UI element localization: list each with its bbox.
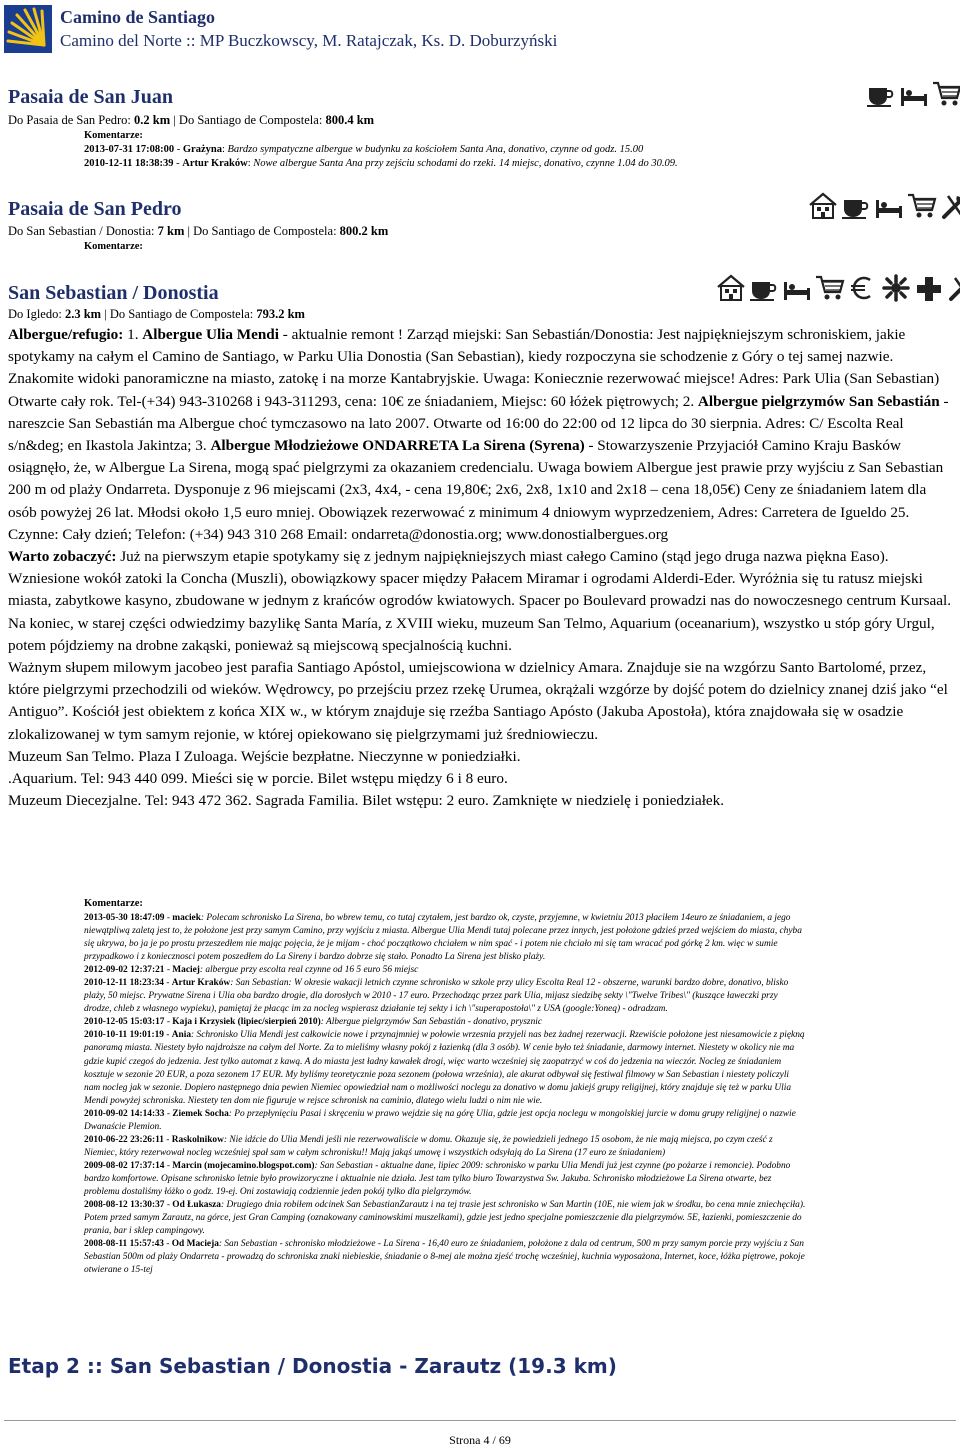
stop-description bbox=[8, 324, 952, 812]
bed-icon bbox=[899, 80, 929, 108]
comments-label: Komentarze: bbox=[84, 130, 143, 141]
comment-entry: 2010-12-11 18:38:39 - Artur Kraków: Nowe albergue Santa Ana przy zejściu schodami do rzeki. 14 miejsc, donativo, czynne 1.04 do 30.09. bbox=[84, 158, 678, 169]
stop-title-pasaia-de-san-pedro: Pasaia de San Pedro bbox=[8, 198, 182, 220]
dist-from-label: Do Igledo: bbox=[8, 307, 65, 321]
site-title[interactable]: Camino de Santiago bbox=[60, 7, 216, 27]
comment-author: Grażyna bbox=[182, 144, 222, 155]
comment-text: San Sebastian - schronisko młodzieżowe - La Sirena - 16,40 euro ze śniadaniem, położone z dala od centrum, 500 m przy samym porcie przy wyjściu z San Sebastian 500m od plaży Ondarreta - prowadzą do schroniska znaki niebieskie, śniadanie o 8-mej ale można zjeść trochę wcześniej, kuchnia wyposażona, Internet, koce, łóżka piętrowe, pokoje otwierane o 15-tej bbox=[84, 1239, 805, 1276]
shop-icon bbox=[907, 192, 937, 220]
comment-timestamp: 2010-12-05 15:03:17 bbox=[84, 1017, 165, 1028]
bed-icon bbox=[874, 192, 904, 220]
comment-author: maciek bbox=[172, 913, 201, 923]
comment-author: Maciej bbox=[172, 965, 200, 976]
albergue-name: Albergue pielgrzymów San Sebastián bbox=[697, 392, 940, 410]
text-paragraph: Ważnym słupem milowym jacobeo jest parafia Santiago Apóstol, umiejscowiona w dzielnicy Amara. Znajduje sie na wzgórzu Santo Bartolomé, przez, które pielgrzymi przechodzili od wieków. Wędrowcy, po przejściu przez rzekę Urumea, okrążali wzgórze by dojść potem do dzielnicy znanej dziś jako “el Antiguo”. Kościół jest obiektem z końca XIX w., w którym znajduje się rzeźba Santiago Apósto (Jakuba Apostoła), która znajdowała się w osadzie zlokalizowanej w tym samym rejonie, w której opiekowano się pielgrzymami już średniowieczu. bbox=[8, 659, 948, 743]
dist-to-label: Do Santiago de Compostela: bbox=[193, 224, 340, 238]
comment-entry: 2010-12-05 15:03:17 - Kaja i Krzysiek (lipiec/sierpień 2010): Albergue pielgrzymów San Sebastián - donativo, prysznic bbox=[84, 1017, 543, 1028]
comment-author: Kaja i Krzysiek (lipiec/sierpień 2010) bbox=[172, 1017, 321, 1028]
comment-timestamp: 2008-08-12 13:30:37 bbox=[84, 1200, 165, 1211]
comments-list bbox=[84, 912, 806, 1277]
comment-author: Od Łukasza bbox=[172, 1200, 221, 1211]
stop-distances: Do San Sebastian / Donostia: 7 km | Do Santiago de Compostela: 800.2 km bbox=[8, 224, 389, 238]
comment-author: Ziemek Socha bbox=[172, 1108, 229, 1119]
pharmacy-icon bbox=[914, 274, 944, 302]
page-number: Strona 4 / 69 bbox=[449, 1433, 511, 1447]
comment-author: Raskolnikow bbox=[171, 1134, 224, 1145]
comment-text: Schronisko Ulia Mendi jest całkowicie nowe i przynajmniej w połowie wrzesnia przyjeli nas bez żadnej rezerwacji. Rzewiście położone jest niesamowicie z piękną panoramą miasta. Niestety było najdroższe na całym del Norte. Za to mieliśmy własny pokój z łazienką (dla 3 osób). W cenie było też śniadanie, darmowy internet. Niestety w okolicy nie ma gdzie kupić czegoś do jedzenia. Jest tylko automat z kawą. A do miasta jest ładny kawałek drogi, więc warto wcześniej się zaopatrzyć w coś do jedzenia na wieczór. Nocleg ze śniadaniem kosztuje w sezonie 20 EUR, a poza sezonem 17 EUR. My byliśmy teoretycznie poza sezonem (połowa września), ale akurat odbywał się festiwal filmowy w San Sebastian i niestety policzyli nam nocleg jak w sezonie. Dopiero następnego dnia pewien Niemiec opowiedział nam o możliwości noclegu za donativo w domu jakiejś grupy religijnej, który znajduje się też w parku Ulia Mendi powyżej schroniska. Niestety ten dom nie figuruje w rejsce schronisk na caminio, dlatego wielu ludzi o nim nie wie. bbox=[84, 1030, 805, 1106]
comment-entry: 2008-08-11 15:57:43 - Od Macieja: San Sebastian - schronisko młodzieżowe - La Sirena - 16,40 euro ze śniadaniem, położone z dala od centrum, 500 m przy samym porcie przy wyjściu z San Sebastian 500m od plaży Ondarreta - prowadzą do schroniska znaki niebieskie, śniadanie o 8-mej ale można zjeść trochę wcześniej, kuchnia wyposażona, Internet, koce, łóżka piętrowe, pokoje otwierane o 15-tej bbox=[84, 1239, 805, 1276]
comment-timestamp: 2010-12-11 18:38:39 bbox=[84, 158, 174, 169]
sights-label: Warto zobaczyć: bbox=[8, 548, 117, 566]
comment-author: Ania bbox=[171, 1030, 192, 1041]
comment-entry: 2010-06-22 23:26:11 - Raskolnikow: Nie idźcie do Ulia Mendi jeśli nie rezerwowaliście w domu. Okazuje się, że powiedzieli jednego 15 osobom, że nie mają miejsca, po czym cześć z Niemiec, który rezerwował nocleg wcześniej spał sam w całym schronisku!! Mają jakąś umowę i wszystkich odsyłają do La Sirena (17 euro ze śniadaniem) bbox=[84, 1134, 773, 1158]
comments-label: Komentarze: bbox=[84, 241, 143, 252]
text-paragraph: .Aquarium. Tel: 943 440 099. Mieści się w porcie. Bilet wstępu między 6 i 8 euro. bbox=[8, 770, 508, 788]
albergue-name: Albergue Młodzieżowe ONDARRETA La Sirena (Syrena) bbox=[210, 437, 585, 455]
cafe-icon bbox=[841, 192, 871, 220]
comment-entry: 2010-12-11 18:23:34 - Artur Kraków: San Sebastian: W okresie wakacji letnich czynne schronisko w szkole przy ulicy Escolta Real 12 - obszerne, warunki bardzo dobre, donativo, blisko plaży, 50 miejsc. Prywatne Sirena i Ulia oba bardzo drogie, dla dorosłych w 2010 - 17 euro. Przechodząc przez park Ulia, mijasz siedzibę sekty \"Twelve Tribes\" (kuszące ławeczki przy drodze, chleb z własnego wypieku), pamiętaj że płacąc im za nocleg wspierasz działanie tej sekty i ich \"superapostoła\" z USA (google:Yoneq) - odradzam. bbox=[84, 978, 789, 1015]
dist-to-value: 800.4 km bbox=[325, 113, 375, 127]
comment-text: Albergue pielgrzymów San Sebastián - donativo, prysznic bbox=[326, 1017, 543, 1028]
comment-author[interactable]: Marcin (mojecamino.blogspot.com) bbox=[172, 1160, 315, 1171]
dist-to-label: Do Santiago de Compostela: bbox=[178, 113, 326, 127]
text-span: - Stowarzyszenie Przyjaciół Camino Kraju Basków osiągnęło, że, w Albergue La Sirena, mogą spać pielgrzymi za okazaniem credencialu. Uwaga bowiem Albergue jest prawie przy wyjściu z San Sebastian 200 m od plaży Ondarreta. Dysponuje z 96 miejscami (2x3, 4x4, - cena 19,80€; 2x6, 2x8, 1x10 and 2x18 – cena 18,05€) Ceny ze śniadaniem latem dla osób powyżej 26 lat. Młodsi około 1,5 euro mniej. Obowiązek rezerwować z minimum 4 dniowym wyprzedzeniem, Adres: Carretera de Igueldo 25. Czynne: Cały dzień; Telefon: (+34) 943 310 268 Email: ondarreta@donostia.org; www.donostialbergues.org bbox=[8, 437, 944, 543]
etap-title[interactable]: Etap 2 :: San Sebastian / Donostia - Zarautz (19.3 km) bbox=[8, 1354, 617, 1378]
euro-icon bbox=[848, 274, 878, 302]
bed-icon bbox=[782, 274, 812, 302]
comment-entry: 2013-07-31 17:08:00 - Grażyna: Bardzo sympatyczne albergue w budynku za kościołem Santa Ana, donativo, czynne od godz. 15.00 bbox=[84, 144, 644, 155]
dist-to-value: 793.2 km bbox=[256, 307, 305, 321]
comment-timestamp: 2008-08-11 15:57:43 bbox=[84, 1239, 164, 1250]
dist-to-label: Do Santiago de Compostela: bbox=[109, 307, 257, 321]
comment-entry: 2010-09-02 14:14:33 - Ziemek Socha: Po przepłynięciu Pasai i skręceniu w prawo wejdzie się na górę Ulia, gdzie jest opcja noclegu w mongolskiej jurcie w domu grupy religijnej o nazwie Dwanaście Plemion. bbox=[84, 1108, 796, 1132]
comment-timestamp: 2010-09-02 14:14:33 bbox=[84, 1108, 165, 1119]
dist-from-value: 7 km bbox=[157, 224, 185, 238]
stop-title-san-sebastian: San Sebastian / Donostia bbox=[8, 282, 219, 304]
text-paragraph: Muzeum San Telmo. Plaza I Zuloaga. Wejście bezpłatne. Nieczynne w poniedziałki. bbox=[8, 747, 521, 765]
comment-entry: 2013-05-30 18:47:09 - maciek: Polecam schronisko La Sirena, bo wbrew temu, co tutaj czytałem, jest bardzo ok, czyste, przyjemne, w kwietniu 2013 płaciłem 14euro ze śniadaniem, a jego niewątpliwą zaletą jest to, że położone jest przy samym Camino, przy wyjściu z miasta. Albergue Ulia Mendi tutaj polecane przez innych, jest położone gdzieś przed wejściem do miasta, chyba się ukrywa, bo ja je po prostu przeszedłem nie mając pojęcia, że je mijam - choć początkowo chciałem w nim spać - i potem nie chciało mi się tam wracać pod górkę 2 km. więc w sumie przypadkowo i z koniecznosci potem poszedłem do La Sireny i bardzo dobrze się stało. Ponadto La Sirena jest blisko plaży. bbox=[84, 913, 802, 963]
comment-timestamp: 2013-07-31 17:08:00 bbox=[84, 144, 175, 155]
shop-icon bbox=[815, 274, 845, 302]
comment-text: Drugiego dnia robiłem odcinek San SebastianZarautz i na tej trasie jest schronisko w San Martin (10E, nie wiem jak w środku, bo cena mnie zniechęciła). Potem przed samym Zarautz, na górce, jest Gran Camping (oznakowany caminowskimi muszelkami), gdzie jest jedno specjalne pomieszczenie dla pielgrzymów. 5E, łazienki, pomieszczenie do prania, bar i sklep campingowy. bbox=[84, 1200, 806, 1237]
stop-distances: Do Igledo: 2.3 km | Do Santiago de Compostela: 793.2 km bbox=[8, 307, 305, 321]
comment-text: Polecam schronisko La Sirena, bo wbrew temu, co tutaj czytałem, jest bardzo ok, czyste, przyjemne, w kwietniu 2013 płaciłem 14euro ze śniadaniem, a jego niewątpliwą zaletą jest to, że położone jest przy samym Camino, przy wyjściu z miasta. Albergue Ulia Mendi tutaj polecane przez innych, jest położone gdzieś przed wejściem do miasta, chyba się ukrywa, bo ja je po prostu przeszedłem nie mając pojęcia, że je mijam - choć początkowo chciałem w nim spać - i potem nie chciało mi się tam wracać pod górkę 2 km. więc w sumie przypadkowo i z koniecznosci potem poszedłem do La Sireny i bardzo dobrze się stało. Ponadto La Sirena jest blisko plaży. bbox=[84, 913, 802, 963]
comment-author: Artur Kraków bbox=[182, 158, 248, 169]
text-span: - nareszcie San Sebastián ma Albergue choć tymczasowo na lato 2007. Otwarte od 16:00 do 22:00 od 12 lipca do 30 sierpnia. Adres: C/ Escolta Real s/n&deg; en Ikastola Jakintza; 3. bbox=[8, 392, 949, 455]
comment-timestamp: 2009-08-02 17:37:14 bbox=[84, 1160, 165, 1171]
comment-text: Bardzo sympatyczne albergue w budynku za kościołem Santa Ana, donativo, czynne od godz. 15.00 bbox=[227, 144, 644, 155]
page-header bbox=[0, 0, 960, 60]
comment-text: Nowe albergue Santa Ana przy zejściu schodami do rzeki. 14 miejsc, donativo, czynne 1.04 do 30.09. bbox=[253, 158, 678, 169]
services-icons bbox=[866, 80, 960, 108]
albergue-label: Albergue/refugio: bbox=[8, 326, 128, 343]
dist-from-value: 2.3 km bbox=[64, 307, 102, 321]
text-span: 1. bbox=[127, 326, 143, 343]
albergue-name: Albergue Ulia Mendi bbox=[142, 326, 279, 343]
albergue-icon bbox=[808, 192, 838, 220]
sights-paragraph bbox=[8, 546, 952, 657]
dist-to-value: 800.2 km bbox=[339, 224, 389, 238]
text-span: - aktualnie remont ! Zarząd miejski: San Sebastián/Donostia: Jest najpiękniejszym schroniskiem, jakie spotykamy na całym el Camino de Santiago, w Parku Ulia Donostia (San Sebastian), kiedy rozpoczyna sie schodzenie z Góry o tej samej nazwie. Znakomite widoki panoramiczne na miasto, zatokę i na morze Kantabryjskie. Uwaga: Koniecznie rezerwować miejsce! Adres: Park Ulia (San Sebastian) Otwarte cały rok. Tel-(+34) 943-310268 i 943-311293, cena: 10€ ze śniadaniem, Miejsc: 60 łóżek piętrowych; 2. bbox=[8, 326, 940, 410]
stop-distances: Do Pasaia de San Pedro: 0.2 km | Do Santiago de Compostela: 800.4 km bbox=[8, 113, 375, 127]
comment-timestamp: 2013-05-30 18:47:09 bbox=[84, 913, 165, 923]
dist-from-value: 0.2 km bbox=[134, 113, 171, 127]
site-subtitle: Camino del Norte :: MP Buczkowscy, M. Ratajczak, Ks. D. Doburzyński bbox=[60, 31, 558, 50]
tools-icon bbox=[940, 192, 960, 220]
dist-from-label: Do San Sebastian / Donostia: bbox=[8, 224, 158, 238]
comment-timestamp: 2010-12-11 18:23:34 bbox=[84, 978, 164, 989]
comments-label: Komentarze: bbox=[84, 898, 143, 909]
footer-divider bbox=[4, 1420, 956, 1421]
comment-entry: 2012-09-02 12:37:21 - Maciej: albergue przy escolta real czynne od 16 5 euro 56 miejsc bbox=[84, 965, 419, 976]
cafe-icon bbox=[866, 80, 896, 108]
dist-from-label: Do Pasaia de San Pedro: bbox=[8, 113, 135, 127]
shop-icon bbox=[932, 80, 960, 108]
albergue-paragraph bbox=[8, 324, 952, 546]
text-span: Już na pierwszym etapie spotykamy się z jednym najpiękniejszych miast całego Camino (stąd jego druga nazwa piękna Easo). Wzniesione wokół zatoki la Concha (Muszli), obowiązkowy spacer między Pałacem Miramar i ogrodami Alderdi-Eder. Wyróżnia się tu ratusz miejski miasta, zabytkowe kasyno, zbudowane w jednym z krańców ogrodów kwiatowych. Spacer po Boulevard prowadzi nas do nowoczesnego centrum Kursaal. Na koniec, w starej części odwiedzimy bazylikę Santa María, z XVIII wieku, muzeum San Telmo, Aquarium (oceanarium), wszystko u stóp góry Urgul, potem pójdziemy na drobne zakąski, ponieważ są miejscową specjalnością kuchni. bbox=[8, 548, 952, 654]
comment-text: San Sebastian: W okresie wakacji letnich czynne schronisko w szkole przy ulicy Escolta Real 12 - obszerne, warunki bardzo dobre, donativo, blisko plaży, 50 miejsc. Prywatne Sirena i Ulia oba bardzo drogie, dla dorosłych w 2010 - 17 euro. Przechodząc przez park Ulia, mijasz siedzibę sekty \"Twelve Tribes\" (kuszące ławeczki przy drodze, chleb z własnego wypieku), pamiętaj że płacąc im za nocleg wspierasz działanie tej sekty i ich \"superapostoła\" z USA (google:Yoneq) - odradzam. bbox=[84, 978, 789, 1015]
comment-timestamp: 2010-10-11 19:01:19 bbox=[84, 1030, 164, 1041]
comment-entry: 2009-08-02 17:37:14 - Marcin (mojecamino.blogspot.com): San Sebastian - aktualne dane, lipiec 2009: schronisko w parku Ulia Mendi już jest czynne (po pożarze i remoncie). Podobno bardzo komfortowe. Opisane schronisko letnie było prowizoryczne i aktualnie nie działa. Jest tam tylko biuro Towarzystwa Sw. Jakuba. Schronisko młodzieżowe La Sirena otwarte, bez problemu dostaliśmy łóżko o godz. 19-ej. Oni zostawiają codziennie jeden pokój tylko dla pielgrzymów. bbox=[84, 1160, 791, 1197]
comment-timestamp: 2010-06-22 23:26:11 bbox=[84, 1134, 164, 1145]
services-icons bbox=[808, 192, 960, 220]
comment-text: San Sebastian - aktualne dane, lipiec 2009: schronisko w parku Ulia Mendi już jest czynne (po pożarze i remoncie). Podobno bardzo komfortowe. Opisane schronisko letnie było prowizoryczne i aktualnie nie działa. Jest tam tylko biuro Towarzystwa Sw. Jakuba. Schronisko młodzieżowe La Sirena otwarte, bez problemu dostaliśmy łóżko o godz. 19-ej. Oni zostawiają codziennie jeden pokój tylko dla pielgrzymów. bbox=[84, 1160, 791, 1197]
scallop-shell-icon bbox=[4, 5, 52, 53]
comment-text: Nie idźcie do Ulia Mendi jeśli nie rezerwowaliście w domu. Okazuje się, że powiedzieli jednego 15 osobom, że nie mają miejsca, po czym cześć z Niemiec, który rezerwował nocleg wcześniej spał sam w całym schronisku!! Mają jakąś umowę i wszystkich odsyłają do La Sirena (17 euro ze śniadaniem) bbox=[84, 1134, 773, 1158]
services-icons bbox=[716, 274, 960, 302]
cafe-icon bbox=[749, 274, 779, 302]
comment-author: Artur Kraków bbox=[171, 978, 231, 989]
comment-text: Po przepłynięciu Pasai i skręceniu w prawo wejdzie się na górę Ulia, gdzie jest opcja noclegu w mongolskiej jurcie w domu grupy religijnej o nazwie Dwanaście Plemion. bbox=[84, 1108, 796, 1132]
comment-entry: 2010-10-11 19:01:19 - Ania: Schronisko Ulia Mendi jest całkowicie nowe i przynajmniej w połowie wrzesnia przyjeli nas bez żadnej rezerwacji. Rzewiście położone jest niesamowicie z piękną panoramą miasta. Niestety było najdroższe na całym del Norte. Za to mieliśmy własny pokój z łazienką (dla 3 osób). W cenie było też śniadanie, darmowy internet. Niestety w okolicy nie ma gdzie kupić czegoś do jedzenia. Jest tylko automat z kawą. A do miasta jest ładny kawałek drogi, więc warto wcześniej się zaopatrzyć w coś do jedzenia na wieczór. Nocleg ze śniadaniem kosztuje w sezonie 20 EUR, a poza sezonem 17 EUR. My byliśmy teoretycznie poza sezonem (połowa września), ale akurat odbywał się festiwal filmowy w San Sebastian i niestety policzyli nam nocleg jak w sezonie. Dopiero następnego dnia pewien Niemiec opowiedział nam o możliwości noclegu za donativo w domu jakiejś grupy religijnej, który znajduje się też w parku Ulia Mendi powyżej schroniska. Niestety ten dom nie figuruje w rejsce schronisk na caminio, dlatego wielu ludzi o nim nie wie. bbox=[84, 1030, 805, 1106]
medical-icon bbox=[881, 274, 911, 302]
comment-text: albergue przy escolta real czynne od 16 5 euro 56 miejsc bbox=[205, 965, 419, 976]
comment-entry: 2008-08-12 13:30:37 - Od Łukasza: Drugiego dnia robiłem odcinek San SebastianZarautz i na tej trasie jest schronisko w San Martin (10E, nie wiem jak w środku, bo cena mnie zniechęciła). Potem przed samym Zarautz, na górce, jest Gran Camping (oznakowany caminowskimi muszelkami), gdzie jest jedno specjalne pomieszczenie dla pielgrzymów. 5E, łazienki, pomieszczenie do prania, bar i sklep campingowy. bbox=[84, 1200, 806, 1237]
text-paragraph: Muzeum Diecezjalne. Tel: 943 472 362. Sagrada Familia. Bilet wstępu: 2 euro. Zamknięte w niedzielę i poniedziałek. bbox=[8, 792, 725, 810]
tools-icon bbox=[947, 274, 960, 302]
comment-timestamp: 2012-09-02 12:37:21 bbox=[84, 965, 165, 976]
stop-title-pasaia-de-san-juan: Pasaia de San Juan bbox=[8, 86, 174, 108]
albergue-icon bbox=[716, 274, 746, 302]
comment-author: Od Macieja bbox=[171, 1239, 219, 1250]
